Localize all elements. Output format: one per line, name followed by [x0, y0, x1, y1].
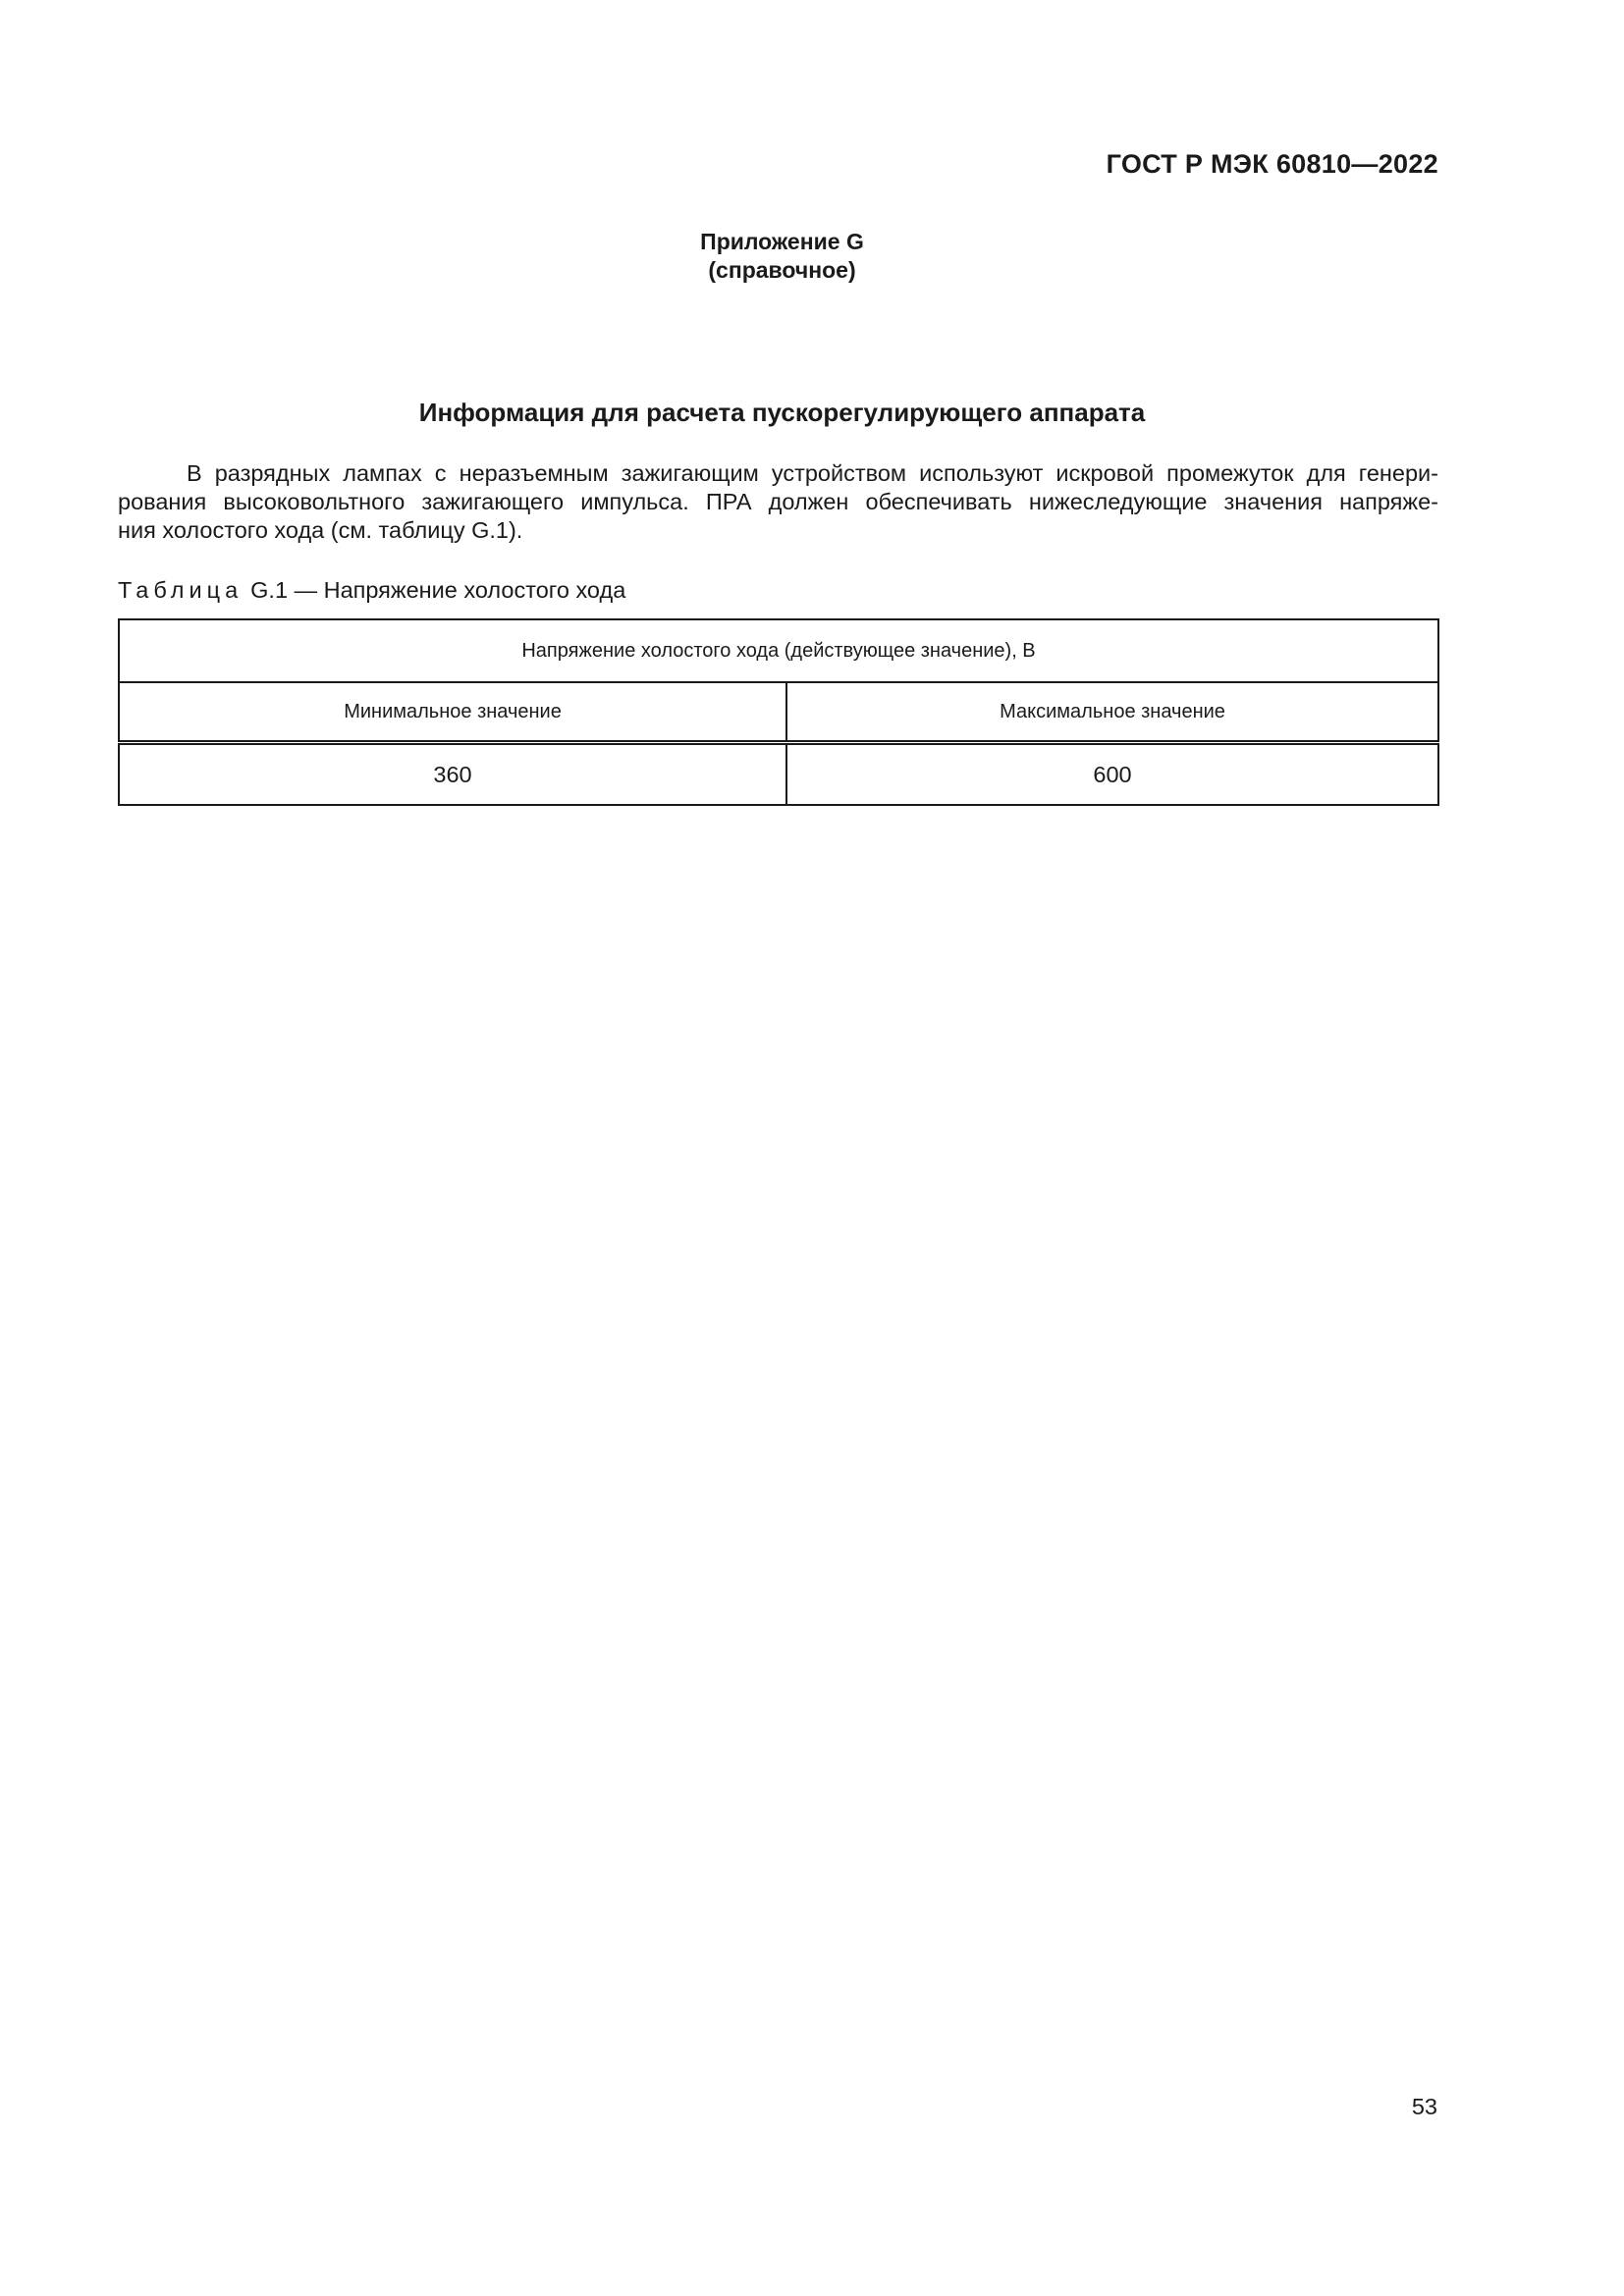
annex-label: Приложение G	[700, 229, 864, 254]
table-caption-label: Таблица	[118, 577, 244, 603]
table-caption-text: G.1 — Напряжение холостого хода	[250, 577, 626, 603]
column-max-header: Максимальное значение	[786, 682, 1438, 743]
annex-heading	[0, 228, 1564, 285]
standard-id: ГОСТ Р МЭК 60810—2022	[1106, 149, 1438, 179]
body-paragraph	[118, 459, 1438, 545]
value-max-cell: 600	[786, 743, 1438, 806]
paragraph-line: рования высоковольтного зажигающего импульса. ПРА должен обеспечивать нижеследующие значения напряже-	[118, 489, 1438, 514]
annex-title: Информация для расчета пускорегулирующего аппарата	[418, 398, 1146, 427]
table-column-row	[119, 682, 1438, 743]
table-caption	[118, 577, 625, 604]
page-number: 53	[1411, 2094, 1437, 2119]
annex-type: (справочное)	[708, 257, 856, 283]
voltage-table	[118, 618, 1439, 806]
table-header-cell: Напряжение холостого хода (действующее значение), В	[119, 619, 1438, 682]
paragraph-line: ния холостого хода (см. таблицу G.1).	[118, 517, 523, 543]
table-header-row	[119, 619, 1438, 682]
value-min-cell: 360	[119, 743, 786, 806]
table-row	[119, 743, 1438, 806]
column-min-header: Минимальное значение	[119, 682, 786, 743]
paragraph-line: В разрядных лампах с неразъемным зажигающим устройством используют искровой промежуток для генери-	[187, 460, 1438, 486]
